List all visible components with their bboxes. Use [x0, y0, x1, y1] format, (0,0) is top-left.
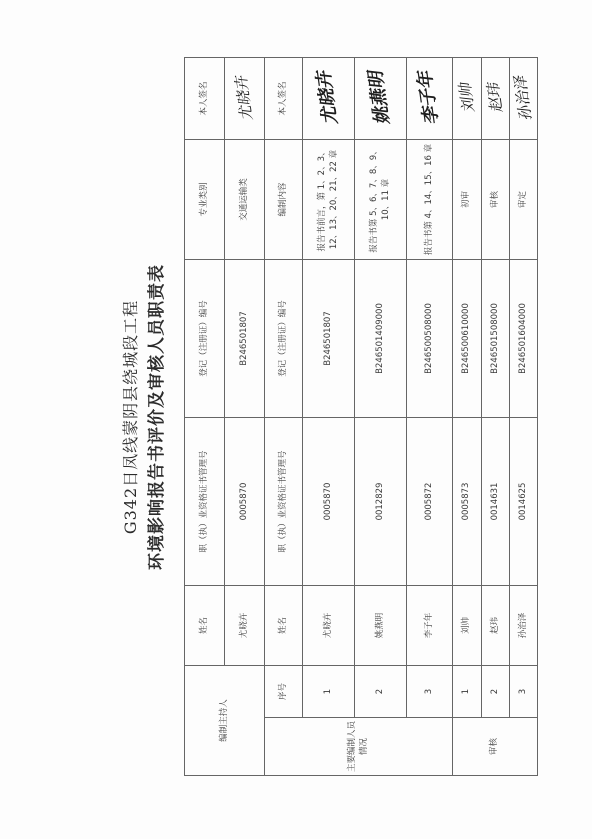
- col-header-reg: 登记（注册证）编号: [265, 259, 303, 417]
- name-cell: 李子年: [407, 585, 453, 665]
- handwritten-signature: 孙治泽: [511, 74, 536, 123]
- chief-signature: [225, 57, 265, 139]
- table-row: [482, 57, 510, 775]
- chief-group-label: 编制主持人: [185, 665, 265, 775]
- reg-cell: B246500610000: [453, 259, 482, 417]
- role-cell: 审核: [482, 139, 510, 259]
- chief-cert: 0005870: [225, 417, 265, 585]
- table-row: [407, 57, 453, 775]
- name-cell: 孙治泽: [510, 585, 538, 665]
- handwritten-signature: 刘帅: [455, 82, 478, 115]
- reg-cell: B246501409000: [355, 259, 407, 417]
- col-header-cert: 职（执）业资格证书管理号: [265, 417, 303, 585]
- reg-cell: B246501604000: [510, 259, 538, 417]
- main-header-row: [265, 57, 303, 775]
- content-cell: 报告书第 5、6、7、8、9、10、11 章: [355, 139, 407, 259]
- col-header-signature: 本人签名: [265, 57, 303, 139]
- staff-table: [184, 57, 538, 776]
- name-cell: 刘帅: [453, 585, 482, 665]
- cert-cell: 0014631: [482, 417, 510, 585]
- content-cell: 报告书第 4、14、15、16 章: [407, 139, 453, 259]
- handwritten-signature: 赵玮: [484, 82, 507, 115]
- col-header-content: 编制内容: [265, 139, 303, 259]
- col-header-reg: 登记（注册证）编号: [185, 259, 225, 417]
- signature-cell: [355, 57, 407, 139]
- cert-cell: 0005873: [453, 417, 482, 585]
- rotated-content: [118, 58, 590, 776]
- chief-reg: B246501807: [225, 259, 265, 417]
- handwritten-signature: 尤晓卉: [232, 74, 257, 123]
- handwritten-signature: 尤晓卉: [313, 70, 343, 127]
- seq-cell: 2: [355, 665, 407, 717]
- handwritten-signature: 李子年: [414, 70, 444, 127]
- project-title: G342日凤线蒙阴县绕城段工程: [121, 299, 140, 535]
- reg-cell: B246501508000: [482, 259, 510, 417]
- seq-cell: 3: [510, 665, 538, 717]
- table-row: [355, 57, 407, 775]
- cert-cell: 0014625: [510, 417, 538, 585]
- signature-cell: [407, 57, 453, 139]
- seq-cell: 1: [303, 665, 355, 717]
- reg-cell: B246500508000: [407, 259, 453, 417]
- signature-cell: [453, 57, 482, 139]
- cert-cell: 0012829: [355, 417, 407, 585]
- seq-cell: 1: [453, 665, 482, 717]
- table-row: [303, 57, 355, 775]
- seq-cell: 3: [407, 665, 453, 717]
- cert-cell: 0005872: [407, 417, 453, 585]
- col-header-cert: 职（执）业资格证书管理号: [185, 417, 225, 585]
- name-cell: 尤晓卉: [303, 585, 355, 665]
- handwritten-signature: 姚燕明: [365, 70, 395, 127]
- review-group-label: 审核: [453, 718, 538, 776]
- chief-name: 尤晓卉: [225, 585, 265, 665]
- reg-cell: B246501807: [303, 259, 355, 417]
- col-header-name: 姓名: [185, 585, 225, 665]
- col-header-specialty: 专业类别: [185, 139, 225, 259]
- signature-cell: [510, 57, 538, 139]
- role-cell: 审定: [510, 139, 538, 259]
- col-header-signature: 本人签名: [185, 57, 225, 139]
- chief-specialty: 交通运输类: [225, 139, 265, 259]
- cert-cell: 0005870: [303, 417, 355, 585]
- col-header-name: 姓名: [265, 585, 303, 665]
- main-group-label: 主要编制人员情况: [265, 718, 453, 776]
- signature-cell: [303, 57, 355, 139]
- chief-header-row: [185, 57, 225, 775]
- table-title: 环境影响报告书评价及审核人员职责表: [147, 264, 167, 570]
- seq-cell: 2: [482, 665, 510, 717]
- content-cell: 报告书前言，第 1、2、3、12、13、20、21、22 章: [303, 139, 355, 259]
- role-cell: 初审: [453, 139, 482, 259]
- col-header-seq: 序号: [265, 665, 303, 717]
- table-row: [453, 57, 482, 775]
- table-row: [510, 57, 538, 775]
- name-cell: 赵玮: [482, 585, 510, 665]
- name-cell: 姚燕明: [355, 585, 407, 665]
- signature-cell: [482, 57, 510, 139]
